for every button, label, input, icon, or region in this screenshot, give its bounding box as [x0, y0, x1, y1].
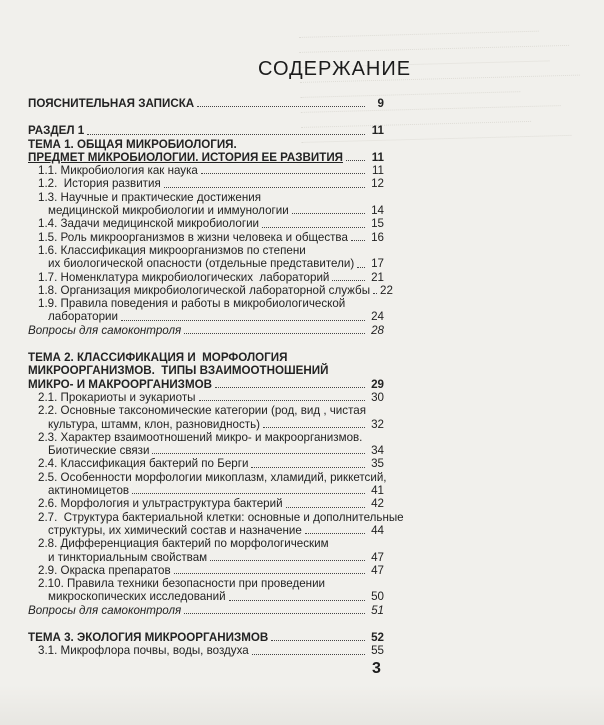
toc-entry-text: 1.7. Номенклатура микробиологических лабораторий — [38, 270, 330, 284]
toc-entry-text: медицинской микробиологии и иммунологии — [48, 204, 289, 218]
toc-entry-text: МИКРООРГАНИЗМОВ. ТИПЫ ВЗАИМООТНОШЕНИЙ — [28, 364, 329, 378]
toc-page-number: 11 — [371, 124, 384, 138]
toc-leader-dots — [262, 227, 365, 228]
toc-entry — [28, 497, 384, 510]
toc-entry — [28, 418, 384, 431]
toc-entry-text: 1.6. Классификация микроорганизмов по степени — [38, 243, 306, 257]
toc-entry-text: ТЕМА 3. ЭКОЛОГИЯ МИКРООРГАНИЗМОВ — [28, 630, 269, 644]
toc-entry-text: 1.5. Роль микроорганизмов в жизни человека и общества — [38, 230, 348, 244]
toc-entry-text: 3.1. Микрофлора почвы, воды, воздуха — [38, 644, 249, 658]
toc-entry — [28, 257, 384, 270]
toc-entry — [28, 138, 384, 151]
toc-page-number: 51 — [371, 603, 384, 617]
toc-page-number: 11 — [371, 164, 384, 178]
toc-leader-dots — [263, 427, 365, 428]
toc-page-number: 16 — [371, 230, 384, 244]
table-of-contents — [28, 97, 404, 658]
toc-leader-dots — [346, 160, 365, 161]
toc-page-number: 32 — [371, 417, 384, 431]
toc-page-number: 29 — [371, 377, 384, 391]
toc-entry — [28, 577, 384, 590]
toc-entry-text: Биотические связи — [48, 444, 150, 458]
page-number: 3 — [372, 660, 381, 677]
toc-leader-dots — [332, 280, 365, 281]
toc-entry — [28, 484, 384, 497]
toc-page-number: 14 — [371, 204, 384, 218]
toc-leader-dots — [292, 213, 365, 214]
toc-entry-text: их биологической опасности (отдельные представители) — [48, 257, 355, 271]
toc-entry-text: 1.8. Организация микробиологической лабораторной службы — [38, 283, 371, 297]
toc-entry-text: структуры, их химический состав и назначение — [48, 523, 302, 537]
toc-leader-dots — [210, 560, 365, 561]
toc-leader-dots — [121, 320, 365, 321]
toc-entry — [28, 590, 384, 603]
toc-leader-dots — [357, 267, 365, 268]
toc-entry-text: и тинкториальным свойствам — [48, 550, 208, 564]
toc-entry — [28, 97, 384, 110]
toc-entry — [28, 351, 384, 364]
toc-entry — [28, 324, 384, 337]
toc-entry — [28, 431, 384, 444]
toc-entry — [28, 391, 384, 404]
toc-entry-text: 1.3. Научные и практические достижения — [38, 190, 262, 204]
toc-page-number: 41 — [371, 484, 384, 498]
toc-leader-dots — [305, 533, 365, 534]
toc-entry — [28, 271, 384, 284]
toc-entry — [28, 564, 384, 577]
toc-entry-text: актиномицетов — [48, 484, 130, 498]
toc-entry — [28, 310, 384, 323]
toc-entry-text: 2.9. Окраска препаратов — [38, 563, 171, 577]
toc-entry — [28, 644, 384, 657]
toc-leader-dots — [251, 467, 365, 468]
toc-entry — [28, 151, 384, 164]
toc-leader-dots — [286, 507, 365, 508]
toc-entry — [28, 244, 384, 257]
toc-entry — [28, 191, 384, 204]
toc-leader-dots — [132, 493, 365, 494]
toc-entry — [28, 217, 384, 230]
toc-page-number: 28 — [371, 323, 384, 337]
toc-entry-text: 2.6. Морфология и ультраструктура бактерий — [38, 497, 283, 511]
toc-leader-dots — [215, 387, 365, 388]
toc-page-number: 44 — [371, 523, 384, 537]
toc-leader-dots — [184, 333, 365, 334]
toc-entry-text: РАЗДЕЛ 1 — [28, 124, 85, 138]
toc-page-number: 50 — [371, 590, 384, 604]
toc-entry-text: 2.4. Классификация бактерий по Берги — [38, 457, 249, 471]
toc-entry-text: 1.9. Правила поведения и работы в микробиологической — [38, 297, 346, 311]
toc-entry-text: микроскопических исследований — [48, 590, 226, 604]
toc-gap — [28, 617, 384, 631]
toc-entry-text: 2.5. Особенности морфологии микоплазм, хламидий, риккетсий, — [38, 470, 387, 484]
toc-gap — [28, 110, 384, 124]
toc-entry-text: 2.8. Дифференциация бактерий по морфологическим — [38, 537, 329, 551]
toc-page-number: 21 — [371, 270, 384, 284]
toc-entry-text: 2.2. Основные таксономические категории (род, вид , чистая — [38, 404, 366, 418]
toc-entry-text: ТЕМА 2. КЛАССИФИКАЦИЯ И МОРФОЛОГИЯ — [28, 351, 288, 365]
toc-leader-dots — [373, 293, 377, 294]
toc-page-number: 42 — [371, 497, 384, 511]
toc-entry — [28, 551, 384, 564]
toc-leader-dots — [152, 453, 365, 454]
toc-entry-text: культура, штамм, клон, разновидность) — [48, 417, 260, 431]
toc-leader-dots — [174, 573, 365, 574]
toc-page-number: 15 — [371, 217, 384, 231]
toc-entry — [28, 524, 384, 537]
toc-entry — [28, 231, 384, 244]
toc-leader-dots — [184, 613, 365, 614]
toc-gap — [28, 337, 384, 351]
toc-entry-text: МИКРО- И МАКРООРГАНИЗМОВ — [28, 377, 212, 391]
toc-entry — [28, 378, 384, 391]
toc-leader-dots — [351, 240, 365, 241]
toc-entry-text: 2.7. Структура бактериальной клетки: основные и дополнительные — [38, 510, 404, 524]
toc-page-number: 47 — [371, 563, 384, 577]
toc-page-number: 34 — [371, 444, 384, 458]
toc-leader-dots — [164, 187, 365, 188]
toc-entry — [28, 457, 384, 470]
toc-entry — [28, 283, 393, 297]
toc-leader-dots — [199, 400, 366, 401]
toc-entry — [28, 364, 384, 377]
toc-entry-text: лаборатории — [48, 310, 118, 324]
toc-entry — [28, 604, 384, 617]
toc-page-number: 30 — [371, 390, 384, 404]
toc-entry — [28, 204, 384, 217]
toc-leader-dots — [229, 600, 365, 601]
toc-entry-text: ПОЯСНИТЕЛЬНАЯ ЗАПИСКА — [28, 97, 195, 110]
toc-page-number: 11 — [371, 150, 384, 164]
toc-leader-dots — [87, 134, 365, 135]
toc-entry-text: 2.1. Прокариоты и эукариоты — [38, 390, 196, 404]
toc-leader-dots — [252, 654, 365, 655]
toc-entry-text: ТЕМА 1. ОБЩАЯ МИКРОБИОЛОГИЯ. — [28, 137, 237, 151]
toc-entry-text: ПРЕДМЕТ МИКРОБИОЛОГИИ. ИСТОРИЯ ЕЕ РАЗВИТИЯ — [28, 150, 343, 164]
toc-entry-text: Вопросы для самоконтроля — [28, 603, 182, 617]
toc-entry-text: 2.10. Правила техники безопасности при проведении — [38, 577, 326, 591]
toc-entry — [28, 297, 384, 310]
toc-entry-text: 2.3. Характер взаимоотношений микро- и макроорганизмов. — [38, 430, 363, 444]
page-edge-shadow — [0, 685, 604, 725]
toc-entry — [28, 470, 387, 484]
toc-entry — [28, 537, 384, 550]
page-title: СОДЕРЖАНИЕ — [258, 58, 412, 80]
toc-leader-dots — [271, 640, 365, 641]
toc-entry — [28, 177, 384, 190]
toc-leader-dots — [197, 106, 365, 107]
toc-page-number: 55 — [371, 644, 384, 658]
toc-page-number: 9 — [377, 97, 384, 110]
toc-page-number: 12 — [371, 177, 384, 191]
toc-entry — [28, 404, 384, 417]
toc-entry — [28, 164, 384, 177]
toc-entry-text: Вопросы для самоконтроля — [28, 323, 182, 337]
toc-entry — [28, 631, 384, 644]
toc-entry — [28, 444, 384, 457]
toc-page-number: 52 — [371, 630, 384, 644]
toc-page-number: 24 — [371, 310, 384, 324]
toc-page-number: 17 — [371, 257, 384, 271]
toc-page-number: 22 — [380, 283, 393, 297]
toc-entry-text: 1.2. История развития — [38, 177, 161, 191]
toc-page-number: 47 — [371, 550, 384, 564]
toc-entry — [28, 124, 384, 137]
toc-entry — [28, 510, 404, 524]
toc-entry-text: 1.4. Задачи медицинской микробиологии — [38, 217, 260, 231]
toc-entry-text: 1.1. Микробиология как наука — [38, 164, 198, 178]
toc-page-number: 35 — [371, 457, 384, 471]
toc-leader-dots — [201, 173, 365, 174]
